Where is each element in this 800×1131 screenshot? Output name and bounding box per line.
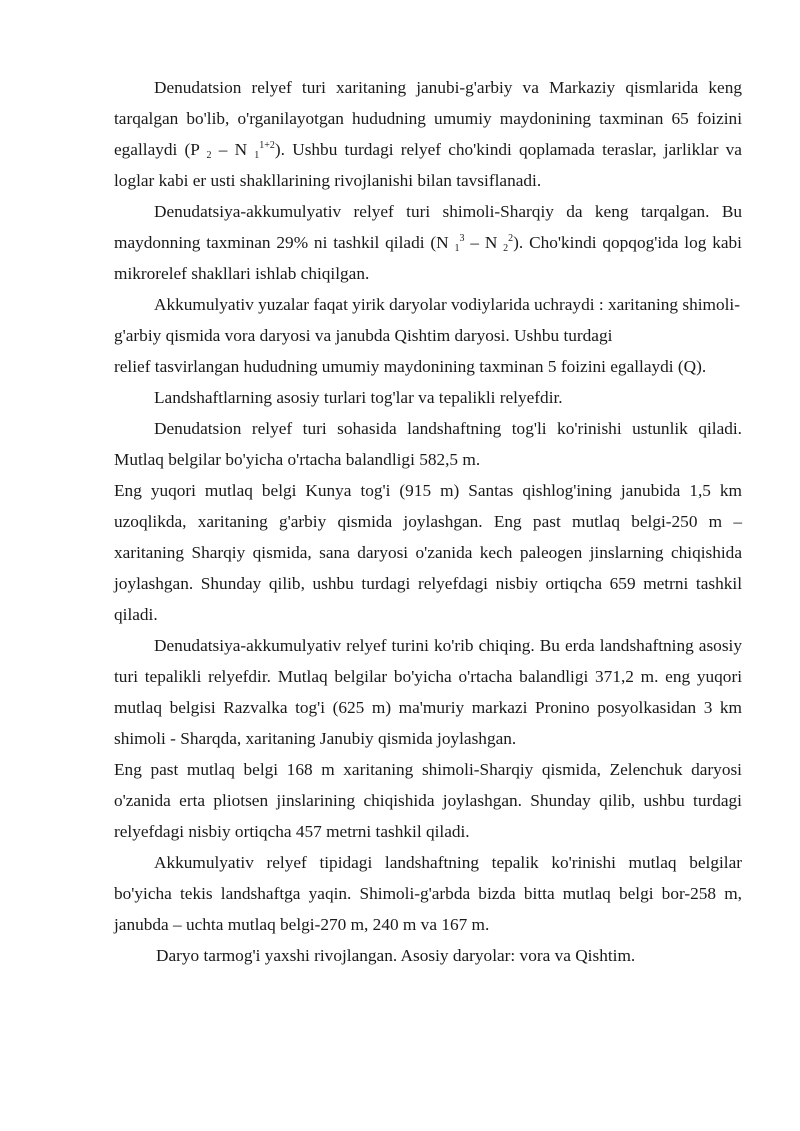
superscript: 3	[459, 233, 465, 244]
paragraph-text: Denudatsion relyef turi sohasida landshaftning tog'li ko'rinishi ustunlik qiladi. Mutlaq belgilar bo'yicha o'rtacha balandligi 582,5 m.	[114, 419, 742, 469]
paragraph-text: relief tasvirlangan hududning umumiy maydonining taxminan 5 foizini egallaydi (Q).	[114, 357, 707, 376]
paragraph-accumulative-surfaces	[114, 289, 742, 351]
subscript: 1	[254, 150, 260, 161]
paragraph-hilly-relief	[114, 630, 742, 754]
paragraph-text: Akkumulyativ relyef tipidagi landshaftning tepalik ko'rinishi mutlaq belgilar bo'yicha tekis landshaftga yaqin. Shimoli-g'arbda bizda bitta mutlaq belgi bor-258 m, janubda – uchta mutlaq belgi-270 m, 240 m va 167 m.	[114, 853, 742, 934]
superscript: 2	[508, 233, 514, 244]
paragraph-mountain-landscape	[114, 413, 742, 475]
paragraph-text: Denudatsiya-akkumulyativ relyef turini ko'rib chiqing. Bu erda landshaftning asosiy turi tepalikli relyefdir. Mutlaq belgilar bo'yicha o'rtacha balandligi 371,2 m. eng yuqori mutlaq belgisi Razvalka tog'i (625 m) ma'muriy markazi Pronino posyolkasidan 3 km shimoli - Sharqda, xaritaning Janubiy qismida joylashgan.	[114, 636, 742, 748]
paragraph-text: Eng past mutlaq belgi 168 m xaritaning shimoli-Sharqiy qismida, Zelenchuk daryosi o'zanida erta pliotsen jinslarining chiqishida joylashgan. Shunday qilib, ushbu turdagi relyefdagi nisbiy ortiqcha 457 metrni tashkil qiladi.	[114, 760, 742, 841]
document-body	[114, 72, 742, 971]
paragraph-text: Eng yuqori mutlaq belgi Kunya tog'i (915 m) Santas qishlog'ining janubida 1,5 km uzoqlikda, xaritaning g'arbiy qismida joylashgan. Eng past mutlaq belgi-250 m – xaritaning Sharqiy qismida, sana daryosi o'zanida kech paleogen jinslarning chiqishida joylashgan. Shunday qilib, ushbu turdagi relyefdagi nisbiy ortiqcha 659 metrni tashkil qiladi.	[114, 481, 742, 624]
paragraph-text: Akkumulyativ yuzalar faqat yirik daryolar vodiylarida uchraydi : xaritaning shimoli-g'arbiy qismida vora daryosi va janubda Qishtim daryosi. Ushbu turdagi	[114, 295, 740, 345]
subscript: 2	[503, 243, 509, 254]
paragraph-highest-mark	[114, 475, 742, 630]
paragraph-text: – N	[211, 140, 255, 159]
paragraph-text: Landshaftlarning asosiy turlari tog'lar va tepalikli relyefdir.	[154, 388, 563, 407]
paragraph-text: Denudatsiya-akkumulyativ relyef turi shimoli-Sharqiy da keng tarqalgan. Bu maydonning taxminan 29% ni tashkil qiladi (N	[114, 202, 742, 252]
paragraph-text: – N	[464, 233, 504, 252]
paragraph-text: Daryo tarmog'i yaxshi rivojlangan. Asosiy daryolar: vora va Qishtim.	[156, 946, 636, 965]
paragraph-river-network	[114, 940, 742, 971]
paragraph-text: ). Ushbu turdagi relyef cho'kindi qoplamada teraslar, jarliklar va loglar kabi er usti shakllarining rivojlanishi bilan tavsiflanadi.	[114, 140, 742, 190]
subscript: 1	[454, 243, 460, 254]
superscript: 1+2	[259, 140, 275, 151]
paragraph-accumulative-landscape	[114, 847, 742, 940]
paragraph-denudation-relief	[114, 72, 742, 196]
paragraph-landscape-types	[114, 382, 742, 413]
paragraph-accumulative-surfaces-cont	[114, 351, 742, 382]
paragraph-text: ). Cho'kindi qopqog'ida log kabi mikrorelef shakllari ishlab chiqilgan.	[114, 233, 742, 283]
paragraph-denudation-accumulative	[114, 196, 742, 289]
paragraph-text: Denudatsion relyef turi xaritaning janubi-g'arbiy va Markaziy qismlarida keng tarqalgan bo'lib, o'rganilayotgan hududning umumiy maydonining taxminan 65 foizini egallaydi (P	[114, 78, 742, 159]
paragraph-lowest-mark	[114, 754, 742, 847]
subscript: 2	[206, 150, 212, 161]
